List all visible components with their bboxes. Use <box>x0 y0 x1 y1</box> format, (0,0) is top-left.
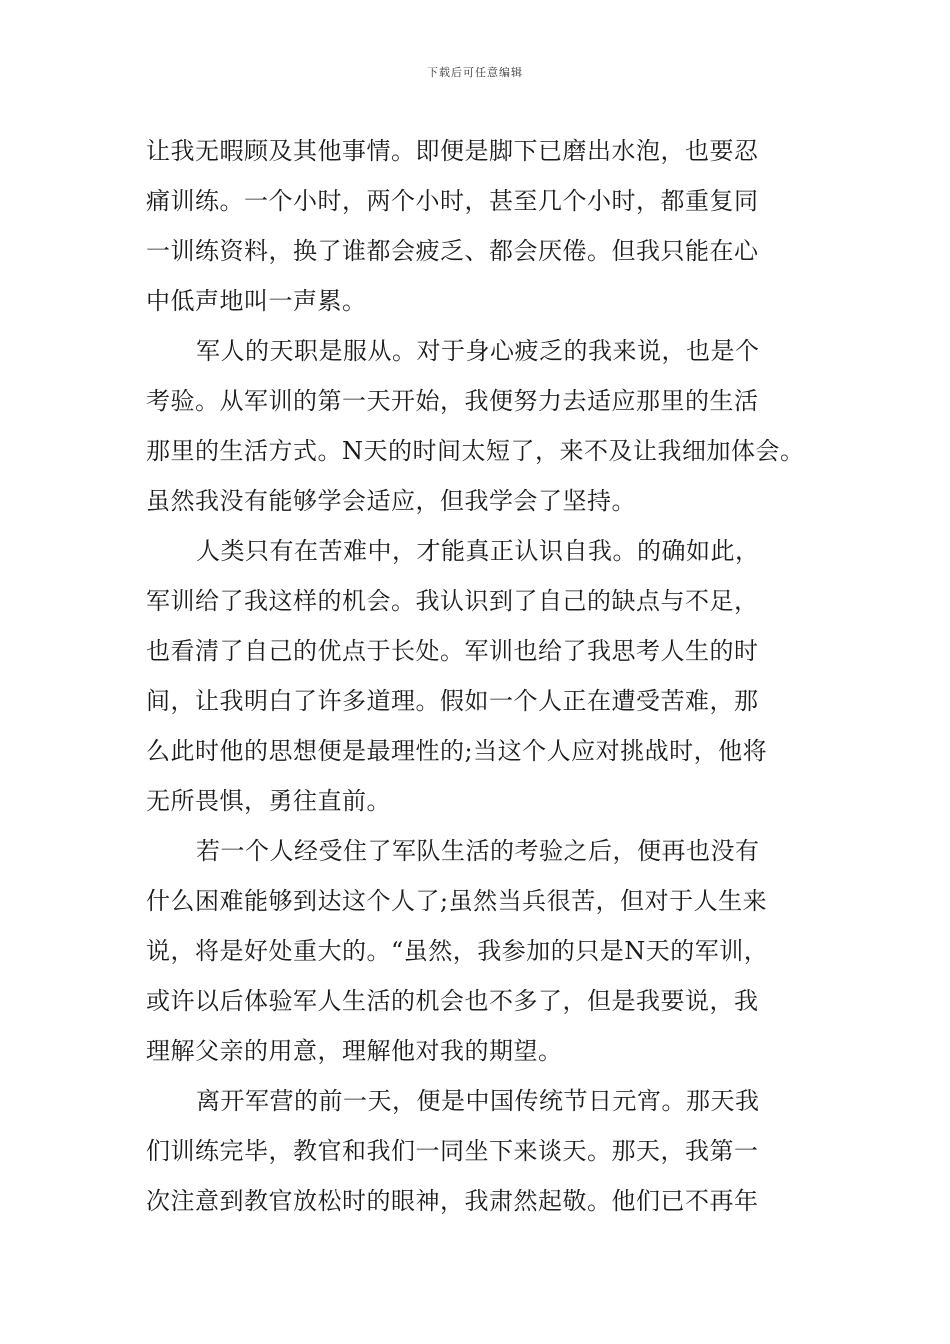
paragraph-first-line: 军人的天职是服从。对于身心疲乏的我来说，也是个 <box>196 337 760 365</box>
text-line: 次注意到教官放松时的眼神，我肃然起敬。他们已不再年 <box>146 1187 759 1215</box>
text-line: 间，让我明白了许多道理。假如一个人正在遭受苦难，那 <box>146 687 759 715</box>
text-line: 无所畏惧，勇往直前。 <box>146 787 391 815</box>
paragraph-first-line: 离开军营的前一天，便是中国传统节日元宵。那天我 <box>196 1087 760 1115</box>
text-line: 么此时他的思想便是最理性的;当这个人应对挑战时，他将 <box>146 737 768 765</box>
text-line: 军训给了我这样的机会。我认识到了自己的缺点与不足， <box>146 587 759 615</box>
text-line: 或许以后体验军人生活的机会也不多了，但是我要说，我 <box>146 987 759 1015</box>
text-line: 们训练完毕，教官和我们一同坐下来谈天。那天，我第一 <box>146 1137 759 1165</box>
text-line: 考验。从军训的第一天开始，我便努力去适应那里的生活 <box>146 387 759 415</box>
page-header: 下载后可任意编辑 <box>427 66 523 79</box>
document-body <box>146 126 836 1226</box>
paragraph-first-line: 若一个人经受住了军队生活的考验之后，便再也没有 <box>196 837 760 865</box>
text-line: 说，将是好处重大的。“虽然，我参加的只是N天的军训， <box>146 937 769 965</box>
text-line: 也看清了自己的优点于长处。军训也给了我思考人生的时 <box>146 637 759 665</box>
text-line: 什么困难能够到达这个人了;虽然当兵很苦，但对于人生来 <box>146 887 768 915</box>
text-line: 理解父亲的用意，理解他对我的期望。 <box>146 1037 563 1065</box>
text-line: 一训练资料，换了谁都会疲乏、都会厌倦。但我只能在心 <box>146 237 759 265</box>
text-line: 中低声地叫一声累。 <box>146 287 367 315</box>
text-line: 痛训练。一个小时，两个小时，甚至几个小时，都重复同 <box>146 187 759 215</box>
paragraph-first-line: 人类只有在苦难中，才能真正认识自我。的确如此， <box>196 537 760 565</box>
text-line: 让我无暇顾及其他事情。即便是脚下已磨出水泡，也要忍 <box>146 137 759 165</box>
text-line: 那里的生活方式。N天的时间太短了，来不及让我细加体会。 <box>146 437 805 465</box>
text-line: 虽然我没有能够学会适应，但我学会了坚持。 <box>146 487 636 515</box>
